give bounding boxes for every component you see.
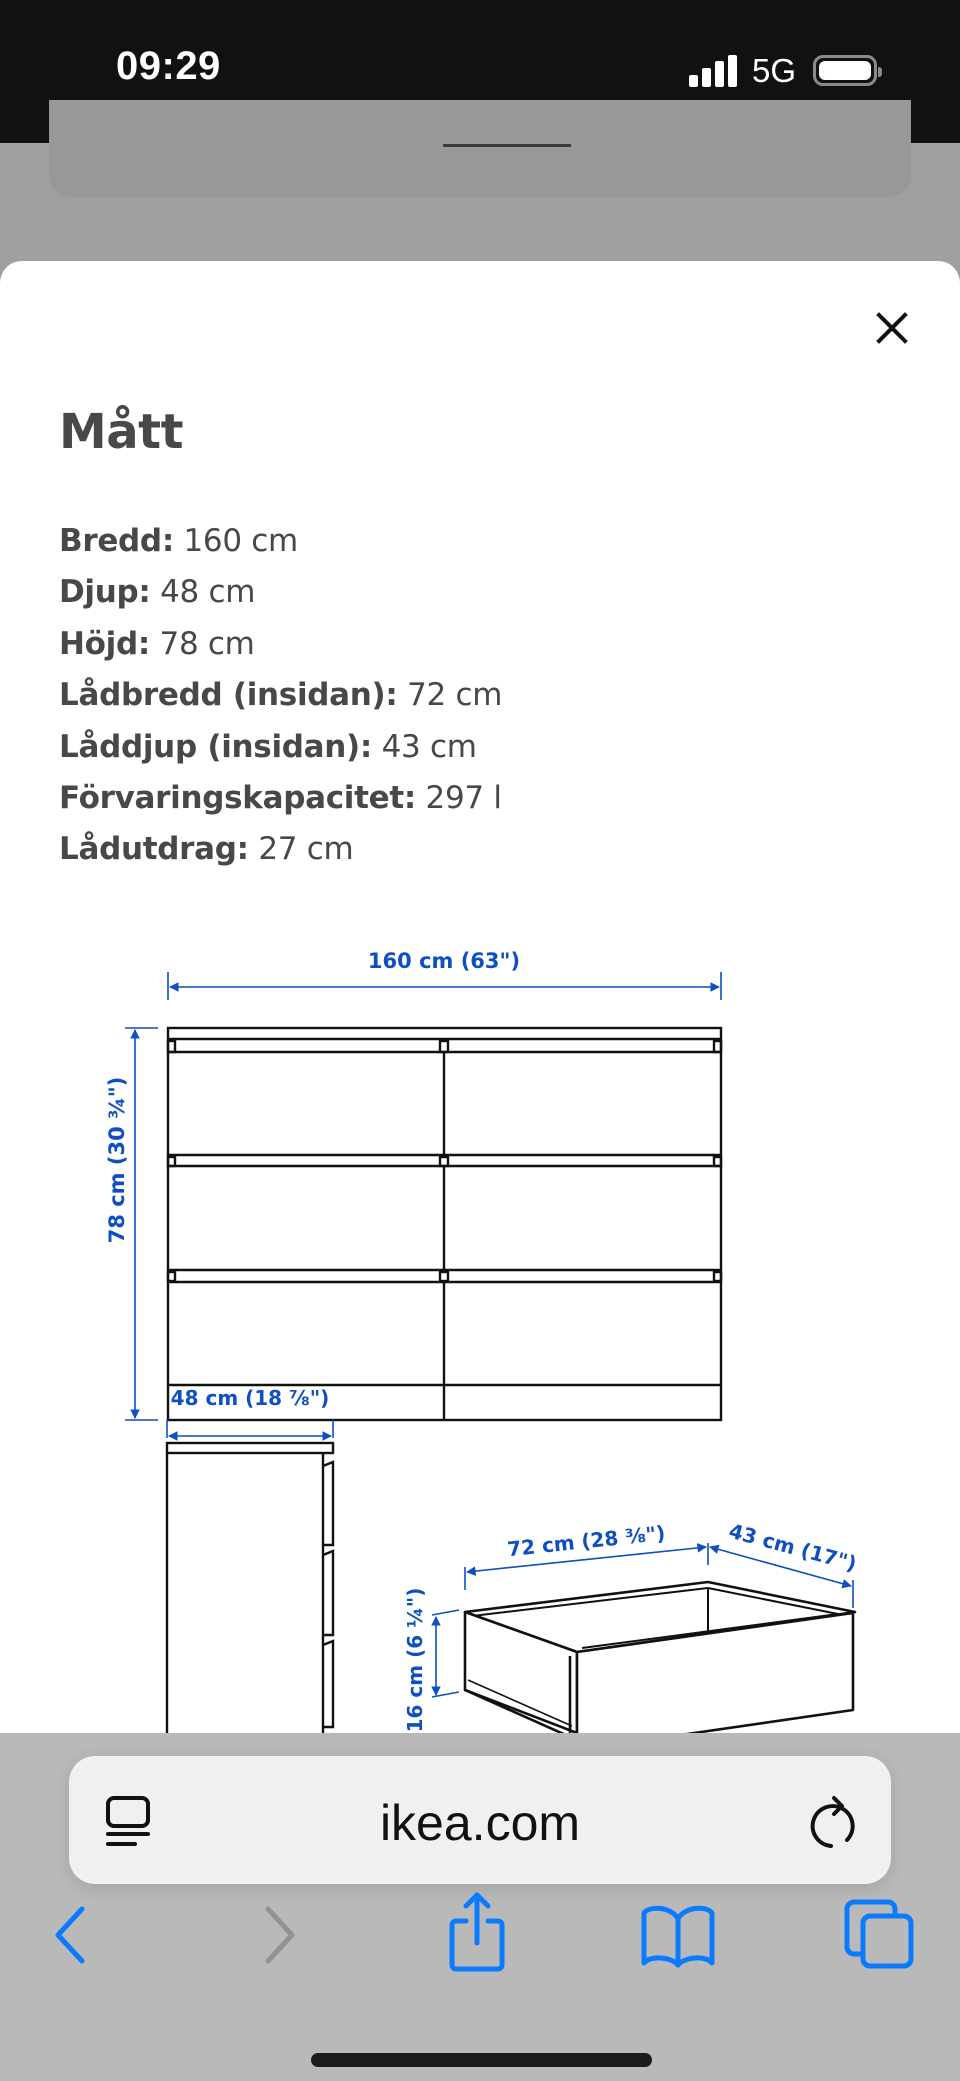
front-width-label: 160 cm (63") (367, 949, 521, 973)
modal-title: Mått (59, 404, 184, 460)
spec-depth: Djup: 48 cm (59, 574, 256, 611)
share-button[interactable] (446, 1891, 508, 1973)
spec-storage-capacity: Förvaringskapacitet: 297 l (59, 780, 502, 817)
spec-drawer-depth: Låddjup (insidan): 43 cm (59, 728, 477, 765)
address-bar[interactable] (69, 1756, 891, 1884)
network-type: 5G (752, 52, 797, 89)
spec-drawer-width: Lådbredd (insidan): 72 cm (59, 677, 503, 714)
side-view-drawing (167, 1443, 333, 1733)
spec-height: Höjd: 78 cm (59, 625, 255, 662)
tabs-icon (847, 1902, 911, 1966)
drawer-height-label: 16 cm (6 ¼") (403, 1587, 427, 1733)
status-time: 09:29 (116, 44, 221, 88)
home-indicator[interactable] (311, 2053, 652, 2067)
book-icon (644, 1908, 712, 1965)
back-button[interactable] (50, 1903, 90, 1967)
side-depth-dimension (167, 1420, 333, 1438)
chevron-left-icon (58, 1909, 82, 1961)
reload-icon[interactable] (809, 1792, 861, 1850)
forward-button[interactable] (260, 1903, 300, 1967)
tabs-button[interactable] (844, 1899, 914, 1969)
side-depth-label: 48 cm (18 ⅞") (170, 1386, 330, 1410)
spec-drawer-extension: Lådutdrag: 27 cm (59, 831, 354, 868)
chevron-right-icon (268, 1909, 292, 1961)
front-height-label: 78 cm (30 ¾") (105, 1076, 129, 1244)
front-view-drawing (168, 1028, 721, 1420)
spec-width: Bredd: 160 cm (59, 523, 298, 559)
share-icon (452, 1895, 502, 1969)
browser-toolbar (0, 1733, 960, 2081)
bookmarks-button[interactable] (640, 1903, 716, 1969)
drawer-width-label: 72 cm (28 ⅜") (506, 1520, 667, 1562)
drawer-depth-label: 43 cm (17") (726, 1518, 860, 1576)
drawer-drawing (465, 1582, 855, 1733)
url-text: ikea.com (379, 1795, 581, 1851)
